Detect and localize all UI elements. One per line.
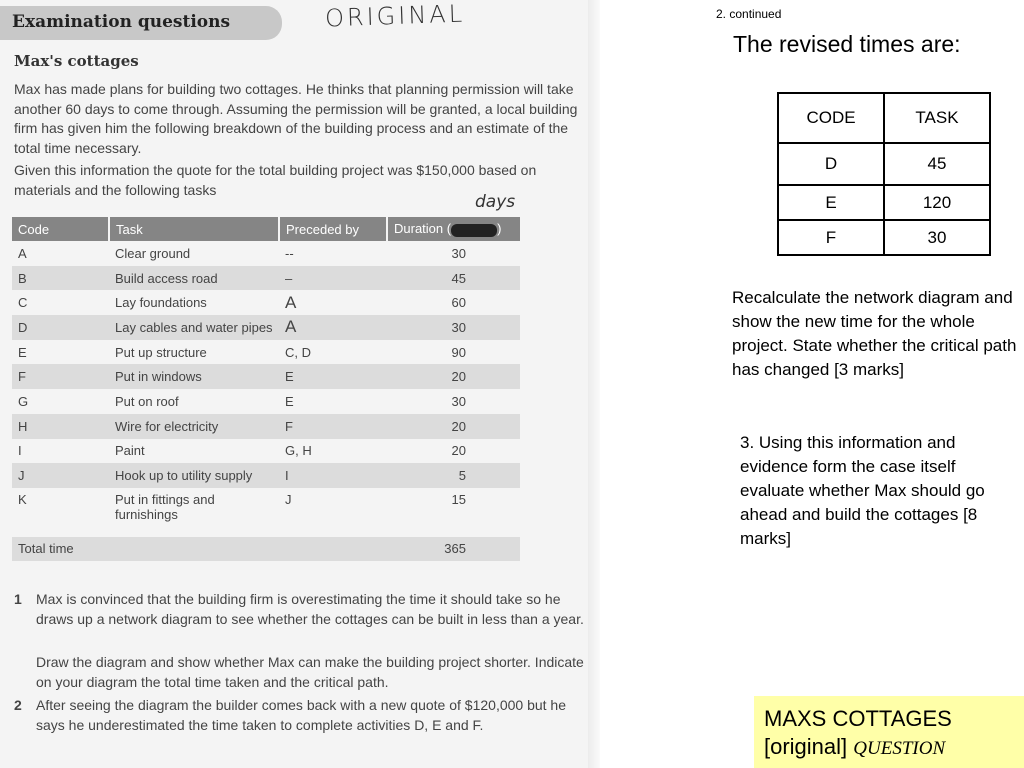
question-3: 3. Using this information and evidence form the case itself evaluate whether Max should go ahead and build the cottages [8 marks] (740, 433, 985, 548)
col-header-task: Task (109, 217, 279, 241)
cell-code: F (778, 220, 884, 255)
question-2-text: After seeing the diagram the builder comes back with a new quote of $120,000 but he says he underestimated the time taken to complete activities D, E and F. (36, 697, 567, 733)
cell-duration: 20 (387, 414, 520, 439)
total-value: 365 (387, 537, 520, 561)
table-row (12, 463, 520, 488)
table-row (778, 185, 990, 220)
recalculate-instruction: Recalculate the network diagram and show the new time for the whole project. State whether the critical path has changed [3 marks] (732, 288, 1017, 379)
cell-code: F (12, 364, 109, 389)
header-task: TASK (884, 93, 990, 143)
question-1-text-2: Draw the diagram and show whether Max can make the building project shorter. Indicate on your diagram the total time taken and the critical path. (36, 654, 584, 690)
cell-duration: 30 (451, 245, 466, 261)
slide-label-box (754, 696, 1024, 768)
col-header-duration (387, 217, 520, 241)
duration-header-label: Duration ( (394, 221, 452, 237)
header-code: CODE (778, 93, 884, 143)
question-1 (14, 590, 584, 629)
tasks-table (12, 217, 520, 561)
cell-duration: 90 (451, 344, 466, 360)
cell-code: K (18, 491, 27, 507)
table-row (12, 290, 520, 315)
intro-paragraph: Max has made plans for building two cottages. He thinks that planning permission will take another 60 days to come through. Assuming the permission will be granted, a local building firm has given him the following breakdown of the building process and an estimate of the total time necessary. (14, 81, 578, 156)
table-row (12, 488, 520, 537)
cell-task: Lay foundations (115, 295, 207, 311)
cell-preceded-by: A (285, 292, 297, 312)
label-original: [original] (764, 734, 848, 759)
cell-task: Hook up to utility supply (109, 463, 279, 488)
cell-code: E (778, 185, 884, 220)
cell-code: H (12, 414, 109, 439)
table-row (12, 266, 520, 291)
cell-duration: 60 (451, 295, 466, 311)
table-row (778, 220, 990, 255)
cell-code: G (18, 393, 29, 409)
cell-preceded-by: A (279, 315, 387, 340)
cell-preceded-by: -- (285, 245, 294, 261)
table-header-row (778, 93, 990, 143)
cell-task: Put on roof (115, 393, 179, 409)
cell-task: Wire for electricity (109, 414, 279, 439)
cell-task: Build access road (109, 266, 279, 291)
cell-preceded-by: E (279, 364, 387, 389)
table-row (12, 241, 520, 266)
continued-label: 2. continued (716, 7, 782, 21)
question-1-text: Max is convinced that the building firm is overestimating the time it should take so he draws up a network diagram to see whether the cottages can be built in less than a year. (36, 591, 584, 627)
question-1-number: 1 (14, 591, 22, 607)
cell-task: 120 (884, 185, 990, 220)
revised-times-table (777, 92, 991, 256)
question-2-number: 2 (14, 697, 22, 713)
cell-code: J (12, 463, 109, 488)
redaction-mark (451, 224, 497, 237)
cell-duration: 20 (387, 364, 520, 389)
cell-duration: 5 (387, 463, 520, 488)
cell-preceded-by: C, D (285, 344, 311, 360)
question-2 (14, 696, 584, 735)
cell-duration: 20 (451, 443, 466, 459)
table-row (12, 414, 520, 439)
col-header-code: Code (12, 217, 109, 241)
handwritten-days-note: days (475, 192, 516, 212)
cell-duration: 15 (451, 491, 466, 507)
cell-duration: 30 (451, 393, 466, 409)
table-row (12, 364, 520, 389)
cell-code: E (18, 344, 27, 360)
exam-banner (0, 6, 282, 40)
cell-code: D (778, 143, 884, 185)
cell-task: Paint (115, 443, 145, 459)
cell-preceded-by: G, H (285, 443, 312, 459)
total-row (12, 537, 520, 561)
cell-task: Clear ground (115, 245, 191, 261)
table-row (778, 143, 990, 185)
total-label: Total time (12, 537, 387, 561)
table-row (12, 315, 520, 340)
label-subtitle (764, 734, 945, 760)
cell-task: 45 (884, 143, 990, 185)
question-1-part-b (14, 653, 584, 692)
cell-task: Put in windows (109, 364, 279, 389)
cell-code: A (18, 245, 27, 261)
table-row (12, 439, 520, 464)
table-header-row (12, 217, 520, 241)
label-question: QUESTION (853, 738, 946, 759)
duration-header-tail: ) (497, 221, 502, 237)
cell-preceded-by: E (285, 393, 294, 409)
cell-task: Put in fittings and furnishings (115, 491, 215, 522)
label-title: MAXS COTTAGES (764, 706, 952, 731)
cell-preceded-by: – (279, 266, 387, 291)
revised-times-heading: The revised times are: (733, 31, 961, 57)
cell-code: C (18, 295, 28, 311)
cell-preceded-by: I (279, 463, 387, 488)
cell-code: D (12, 315, 109, 340)
page-edge-shadow (588, 0, 600, 768)
cell-task: Put up structure (115, 344, 207, 360)
cell-duration: 45 (387, 266, 520, 291)
cell-code: B (12, 266, 109, 291)
cell-preceded-by: F (279, 414, 387, 439)
cell-task: 30 (884, 220, 990, 255)
quote-paragraph: Given this information the quote for the total building project was $150,000 based on materials and the following tasks (14, 162, 537, 198)
cell-duration: 30 (387, 315, 520, 340)
cell-task: Lay cables and water pipes (109, 315, 279, 340)
banner-text: Examination questions (12, 12, 231, 32)
section-title: Max's cottages (14, 52, 139, 70)
col-header-preceded-by: Preceded by (279, 217, 387, 241)
table-row (12, 389, 520, 414)
handwritten-original-note: ORIGINAL (324, 0, 466, 33)
cell-preceded-by: J (285, 491, 292, 507)
cell-code: I (18, 443, 22, 459)
table-row (12, 340, 520, 365)
